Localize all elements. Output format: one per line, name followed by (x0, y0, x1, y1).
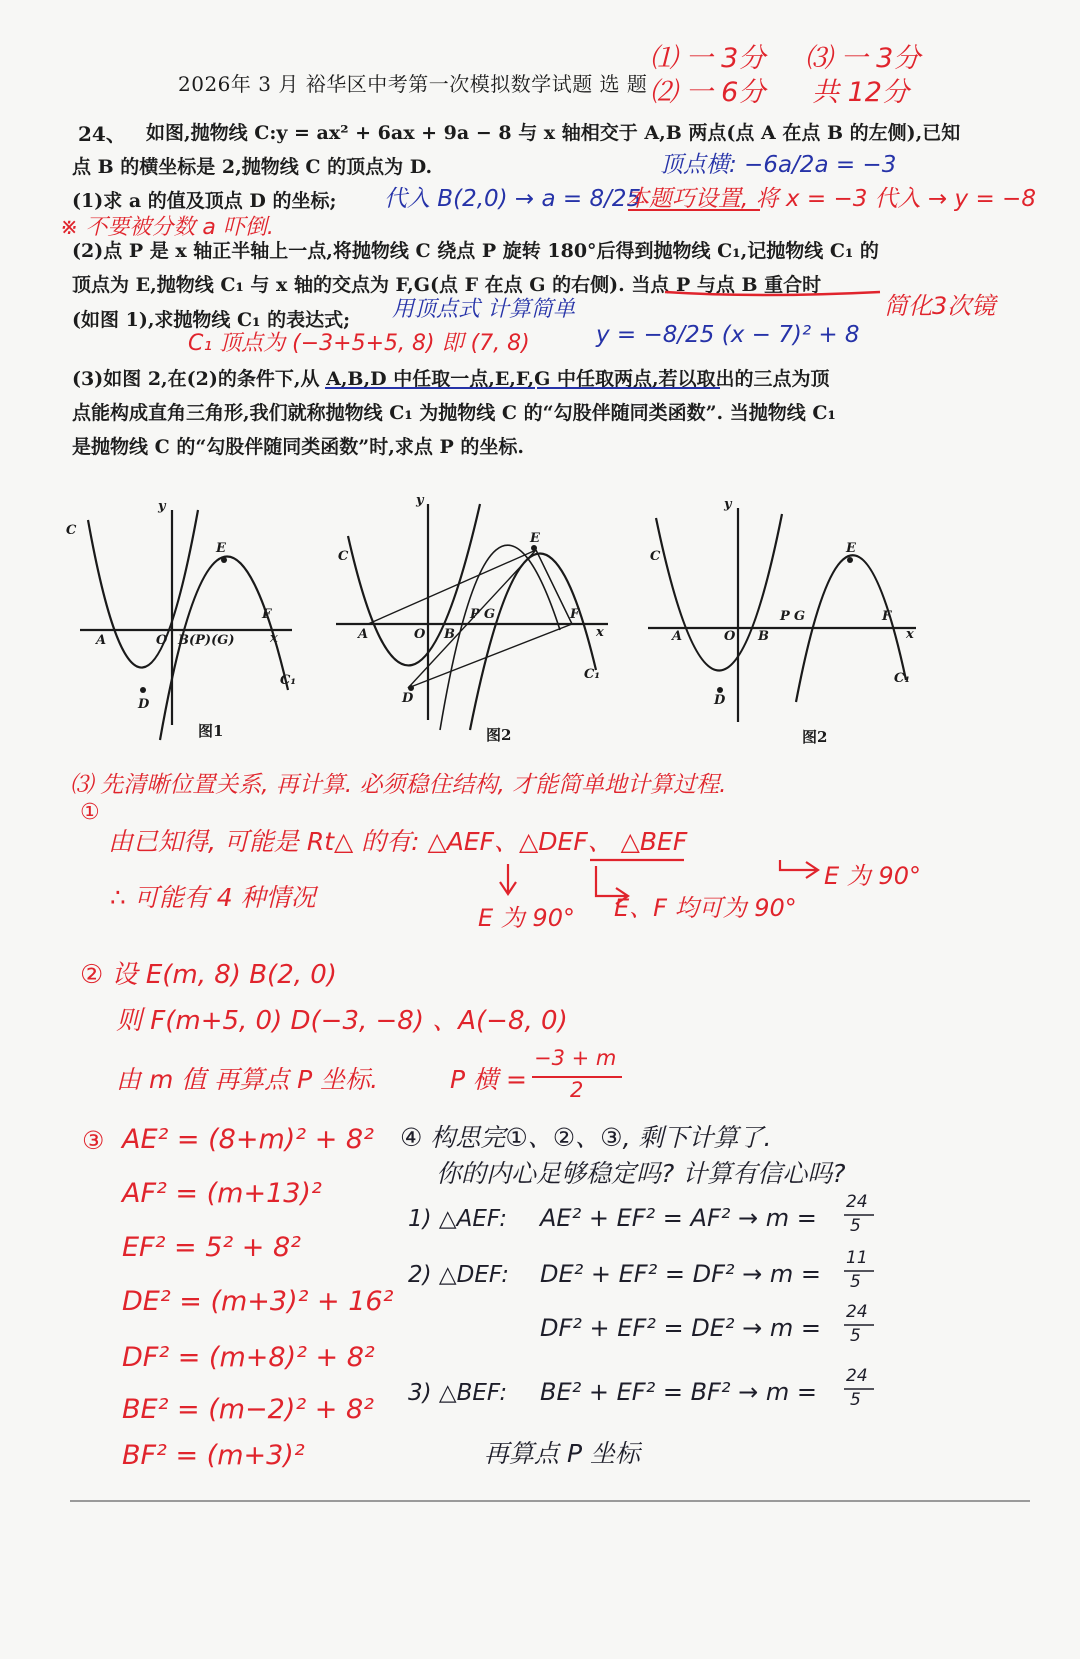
sol-step1-note-aef: E 为 90° (478, 904, 575, 932)
fig3-label-y: y (724, 497, 732, 512)
annot-q1-sub: 代入 B(2,0) → a = 8/25 (384, 186, 642, 212)
question-3-line-1: (3)如图 2,在(2)的条件下,从 A,B,D 中任取一点,E,F,G 中任取两点,若以取出的三点为顶 (72, 368, 830, 390)
fig1-label-bpg: B(P)(G) (178, 633, 235, 648)
sol-case-4-den: 5 (850, 1390, 861, 1410)
fig1-label-f: F (262, 607, 272, 622)
annot-q1-warn: ※ 不要被分数 a 吓倒. (60, 215, 274, 240)
sol-case-2-label: 2) △DEF: (408, 1262, 510, 1288)
sol-case-3-eq: DF² + EF² = DE² → m = (540, 1314, 821, 1342)
sol-step2-b: 则 F(m+5, 0) D(−3, −8) 、A(−8, 0) (116, 1006, 568, 1036)
sol-step3-num: ③ (82, 1126, 105, 1155)
fig2-label-a: A (358, 627, 369, 642)
sol-case-2-num: 11 (846, 1248, 868, 1268)
sol-step2-frac-bar (530, 1073, 630, 1083)
fig2-label-b: B (444, 627, 455, 642)
fig2-label-g: G (484, 607, 496, 622)
annot-q1-design: 本题巧设置, 将 x = −3 代入 → y = −8 (626, 186, 1036, 212)
sol-step1-note-def: E、F 均可为 90° (614, 894, 797, 922)
sol-final: 再算点 P 坐标 (484, 1439, 640, 1468)
score-total: 共 12分 (812, 77, 909, 108)
sol-case-2-eq: DE² + EF² = DF² → m = (540, 1260, 821, 1288)
sol-case-4-num: 24 (846, 1366, 868, 1386)
annot-q2-hint: 用顶点式 计算简单 (392, 297, 575, 322)
fig2-parabola-c1 (470, 553, 596, 730)
sol-step1-num: ① (80, 800, 100, 825)
sol-eq-de: DE² = (m+3)² + 16² (122, 1286, 394, 1317)
fig2-parabola-c1-copy (440, 545, 560, 730)
annot-q2-answer: y = −8/25 (x − 7)² + 8 (596, 322, 860, 348)
sol-case-1-num: 24 (846, 1192, 868, 1212)
fig2-label-c1: C₁ (584, 667, 601, 682)
fig2-label-o: O (414, 627, 426, 642)
fig1-vertex-e (221, 557, 227, 563)
fig1-vertex-d (140, 687, 146, 693)
fig2-label-f: F (570, 607, 580, 622)
annot-q2-wave: 简化3次镜 (884, 292, 996, 320)
score-1: ⑴ 一 3分 (650, 43, 766, 74)
fig3-label-o: O (724, 629, 736, 644)
problem-number: 24、 (78, 122, 126, 146)
sol-case-4-label: 3) △BEF: (408, 1380, 508, 1406)
exam-header: 2026年 3 月 裕华区中考第一次模拟数学试题 选 题 (178, 72, 648, 96)
bottom-rule (70, 1500, 1030, 1502)
sol-case-1-eq: AE² + EF² = AF² → m = (540, 1204, 817, 1232)
fig1-label-c1: C₁ (280, 673, 297, 688)
question-2-line-3: (如图 1),求抛物线 C₁ 的表达式; (72, 309, 351, 331)
fig1-label-y: y (158, 499, 166, 514)
question-3-line-2: 点能构成直角三角形,我们就称抛物线 C₁ 为抛物线 C 的“勾股伴随同类函数”. 当抛物线 C₁ (72, 402, 836, 424)
sol-step1-b: ∴ 可能有 4 种情况 (110, 883, 316, 912)
fig3-label-c: C (650, 549, 661, 564)
question-2-line-2: 顶点为 E,抛物线 C₁ 与 x 轴的交点为 F,G(点 F 在点 G 的右侧). 当点 P 与点 B 重合时 (72, 274, 822, 296)
fig-caption-2: 图2 (486, 726, 512, 744)
annot-vertex-x: 顶点横: −6a/2a = −3 (660, 152, 897, 178)
sol-case-3-num: 24 (846, 1302, 868, 1322)
sol-eq-be: BE² = (m−2)² + 8² (122, 1394, 374, 1425)
figures (40, 480, 1040, 750)
fig1-label-x: x (270, 631, 278, 646)
problem-stem-1: 如图,抛物线 C:y = ax² + 6ax + 9a − 8 与 x 轴相交于 A,B 两点(点 A 在点 B 的左侧),已知 (146, 122, 961, 144)
fig3-label-a: A (672, 629, 683, 644)
sol-case-3-den: 5 (850, 1326, 861, 1346)
fig3-label-g: G (794, 609, 806, 624)
fig-caption-1: 图1 (198, 722, 224, 740)
question-1: (1)求 a 的值及顶点 D 的坐标; (72, 190, 337, 212)
fig-caption-3: 图2 (802, 728, 828, 746)
sol-case-4-eq: BE² + EF² = BF² → m = (540, 1378, 817, 1406)
sol-step4-b: 你的内心足够稳定吗? 计算有信心吗? (436, 1159, 846, 1188)
annot-q2-vertex: C₁ 顶点为 (−3+5+5, 8) 即 (7, 8) (188, 331, 530, 356)
sol-case-1-label: 1) △AEF: (408, 1206, 508, 1232)
problem-stem-2: 点 B 的横坐标是 2,抛物线 C 的顶点为 D. (72, 156, 433, 178)
sol-eq-df: DF² = (m+8)² + 8² (122, 1342, 375, 1373)
sol-case-1-den: 5 (850, 1216, 861, 1236)
fig1-label-e: E (216, 541, 226, 556)
fig2-label-c: C (338, 549, 349, 564)
sol-step2-c: 由 m 值 再算点 P 坐标. (116, 1065, 379, 1094)
fig3-label-c1: C₁ (894, 671, 911, 686)
fig1-parabola-c1 (160, 557, 288, 740)
fig3-label-b: B (758, 629, 769, 644)
score-2: ⑵ 一 6分 (650, 77, 766, 108)
sol-step2-p-label: P 横 = (450, 1065, 527, 1094)
fig3-label-p: P (780, 609, 790, 624)
sol-step2-a: ② 设 E(m, 8) B(2, 0) (80, 960, 337, 990)
sol-case-2-den: 5 (850, 1272, 861, 1292)
sol-step1-a: 由已知得, 可能是 Rt△ 的有: △AEF、△DEF、 △BEF (108, 827, 688, 856)
fig3-label-e: E (846, 541, 856, 556)
sol-step2-p-num: −3 + m (534, 1046, 617, 1070)
fig2-label-e: E (530, 531, 540, 546)
fig1-label-d: D (138, 697, 150, 712)
score-3: ⑶ 一 3分 (805, 43, 921, 74)
sol-step4-a: ④ 构思完①、②、③, 剩下计算了. (400, 1123, 772, 1152)
fig1-label-a: A (96, 633, 107, 648)
sol-eq-ae: AE² = (8+m)² + 8² (122, 1124, 374, 1155)
fig2-label-y: y (416, 493, 424, 508)
sol-step2-p-den: 2 (570, 1078, 584, 1102)
sol-case-frac-bars (840, 1200, 900, 1400)
fig2-label-d: D (402, 691, 414, 706)
fig3-label-x: x (906, 627, 914, 642)
fig1-label-o: O (156, 633, 168, 648)
fig2-label-p: P (470, 607, 480, 622)
fig3-label-f: F (882, 609, 892, 624)
sol-intro: ⑶ 先清晰位置关系, 再计算. 必须稳住结构, 才能简单地计算过程. (70, 772, 727, 798)
fig1-label-c: C (66, 523, 77, 538)
question-3-line-3: 是抛物线 C 的“勾股伴随同类函数”时,求点 P 的坐标. (72, 436, 524, 458)
fig3-vertex-e (847, 557, 853, 563)
sol-eq-af: AF² = (m+13)² (122, 1178, 322, 1209)
sol-eq-ef: EF² = 5² + 8² (122, 1232, 301, 1263)
question-2-line-1: (2)点 P 是 x 轴正半轴上一点,将抛物线 C 绕点 P 旋转 180°后得到抛物线 C₁,记抛物线 C₁ 的 (72, 240, 879, 262)
fig3-label-d: D (714, 693, 726, 708)
underline-marks (0, 0, 1080, 460)
sol-eq-bf: BF² = (m+3)² (122, 1440, 305, 1471)
fig2-label-x: x (596, 625, 604, 640)
fig3-parabola-c (656, 514, 782, 671)
sol-step1-note-bef: E 为 90° (824, 862, 921, 890)
